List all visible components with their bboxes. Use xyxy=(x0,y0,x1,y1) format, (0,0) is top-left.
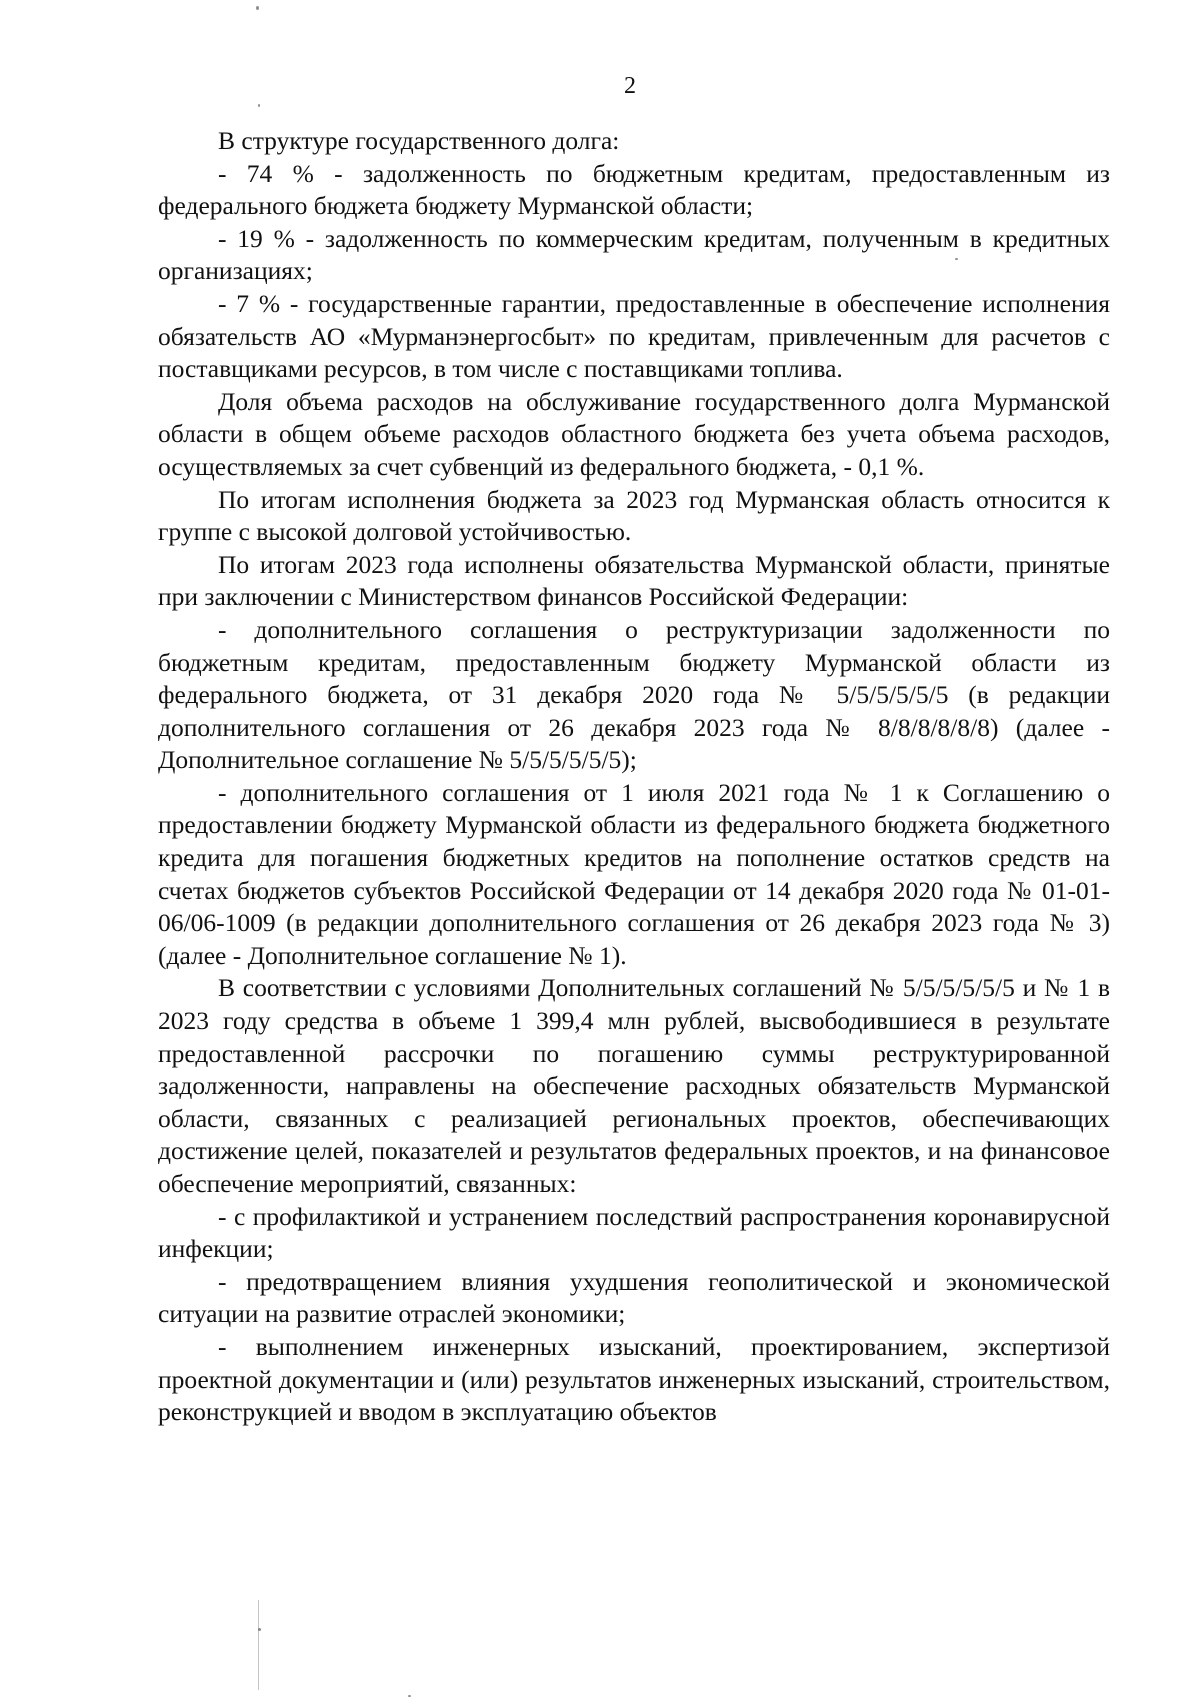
paragraph: - выполнением инженерных изысканий, проектированием, экспертизой проектной документации и (или) результатов инженерных изысканий, строительством, реконструкцией и вводом в эксплуатацию объектов xyxy=(158,1331,1110,1427)
scan-speck xyxy=(258,104,260,107)
paragraph: - 7 % - государственные гарантии, предоставленные в обеспечение исполнения обязательств АО «Мурманэнергосбыт» по кредитам, привлеченным для расчетов с поставщиками ресурсов, в том числе с поставщиками топлива. xyxy=(158,288,1110,384)
paragraph: Доля объема расходов на обслуживание государственного долга Мурманской области в общем объеме расходов областного бюджета без учета объема расходов, осуществляемых за счет субвенций из федерального бюджета, - 0,1 %. xyxy=(158,386,1110,481)
paragraph: - дополнительного соглашения о реструктуризации задолженности по бюджетным кредитам, предоставленным бюджету Мурманской области из федерального бюджета, от 31 декабря 2020 года № 5/5/5/5/5/5 (в редакции дополнительного соглашения от 26 декабря 2023 года № 8/8/8/8/8/8) (далее - Дополнительное соглашение № 5/5/5/5/5/5); xyxy=(158,614,1110,775)
scan-speck xyxy=(256,6,259,10)
scan-streak xyxy=(258,1600,259,1690)
paragraph: - с профилактикой и устранением последствий распространения коронавирусной инфекции; xyxy=(158,1201,1110,1264)
paragraph: - предотвращением влияния ухудшения геополитической и экономической ситуации на развитие отраслей экономики; xyxy=(158,1266,1110,1329)
page-number: 2 xyxy=(624,73,636,99)
scan-speck xyxy=(955,258,958,260)
paragraph: В структуре государственного долга: xyxy=(218,126,620,155)
scan-speck xyxy=(408,1695,411,1697)
document-body xyxy=(158,125,1110,1429)
paragraph: - 74 % - задолженность по бюджетным кредитам, предоставленным из федерального бюджета бюджету Мурманской области; xyxy=(158,158,1110,221)
paragraph: - дополнительного соглашения от 1 июля 2021 года № 1 к Соглашению о предоставлении бюджету Мурманской области из федерального бюджета бюджетного кредита для погашения бюджетных кредитов на пополнение остатков средств на счетах бюджетов субъектов Российской Федерации от 14 декабря 2020 года № 01-01-06/06-1009 (в редакции дополнительного соглашения от 26 декабря 2023 года № 3) (далее - Дополнительное соглашение № 1). xyxy=(158,777,1110,970)
paragraph: - 19 % - задолженность по коммерческим кредитам, полученным в кредитных организациях; xyxy=(158,223,1110,286)
paragraph: По итогам исполнения бюджета за 2023 год Мурманская область относится к группе с высокой долговой устойчивостью. xyxy=(158,484,1110,547)
paragraph: По итогам 2023 года исполнены обязательства Мурманской области, принятые при заключении с Министерством финансов Российской Федерации: xyxy=(158,549,1110,612)
paragraph: В соответствии с условиями Дополнительных соглашений № 5/5/5/5/5/5 и № 1 в 2023 году средства в объеме 1 399,4 млн рублей, высвободившиеся в результате предоставленной рассрочки по погашению суммы реструктурированной задолженности, направлены на обеспечение расходных обязательств Мурманской области, связанных с реализацией региональных проектов, обеспечивающих достижение целей, показателей и результатов федеральных проектов, и на финансовое обеспечение мероприятий, связанных: xyxy=(158,973,1110,1198)
